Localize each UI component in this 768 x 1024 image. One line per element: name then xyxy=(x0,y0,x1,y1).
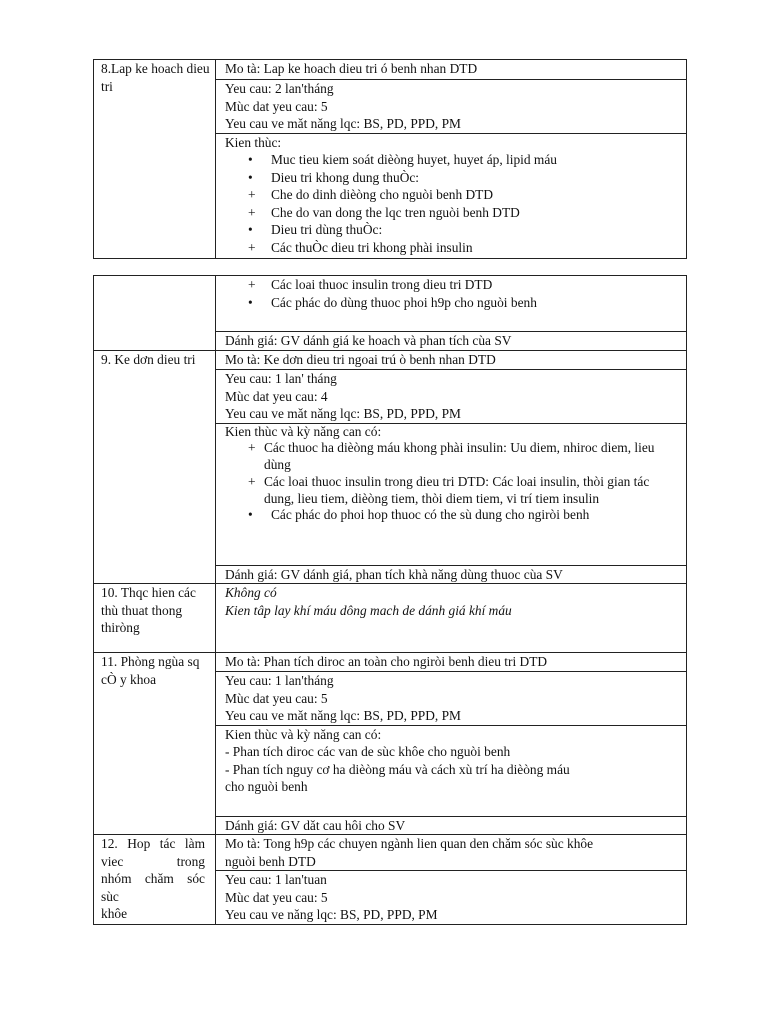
list-item-text: Các loai thuoc insulin trong dieu tri DTD: Các loai insulin, thòi gian tác dung, lieu tiem, dièòng tiem, thòi diem tiem, vi trí tiem insulin xyxy=(264,473,650,506)
list-item xyxy=(225,474,686,508)
row-9-title-text: 9. Ke dơn dieu tri xyxy=(101,352,196,367)
row-8-requirements-cell xyxy=(216,80,687,134)
row-8-continued-cell xyxy=(216,276,687,332)
row-9-knowledge-label: Kien thùc và kỳ nǎng can có: xyxy=(225,423,382,439)
row-9-knowledge-cell xyxy=(216,423,687,565)
row-10-line-1: Không có xyxy=(225,585,277,600)
row-12-req-2: Mùc dat yeu cau: 5 xyxy=(225,889,328,905)
row-9-requirements-cell xyxy=(216,370,687,424)
row-11-requirements-cell xyxy=(216,672,687,726)
list-item xyxy=(225,169,686,187)
list-item xyxy=(225,186,686,204)
list-item-text: Dieu tri dùng thuÒc: xyxy=(271,222,383,237)
list-item-text: Các phác do dùng thuoc phoi h9p cho nguòi benh xyxy=(271,294,537,310)
row-12-req-3: Yeu cau ve nǎng lqc: BS, PD, PPD, PM xyxy=(225,907,438,922)
row-11-line-3: cho nguòi benh xyxy=(225,779,308,794)
list-item xyxy=(225,239,686,257)
row-10-title xyxy=(94,584,216,653)
row-8-continued-title xyxy=(94,276,216,351)
row-11-description: Mo tà: Phan tích diroc an toàn cho ngiròi benh dieu tri DTD xyxy=(225,654,548,669)
bullet-marker: • xyxy=(248,222,253,237)
row-12-description-line-2: nguòi benh DTD xyxy=(225,853,316,869)
plus-marker: + xyxy=(248,204,256,220)
row-11-evaluation: Dánh giá: GV dǎt cau hôi cho SV xyxy=(225,817,406,833)
row-9-description: Mo tà: Ke dơn dieu tri ngoai trú ò benh nhan DTD xyxy=(225,352,496,367)
list-item xyxy=(225,294,686,312)
bullet-marker: • xyxy=(248,152,253,167)
list-item xyxy=(225,221,686,239)
plus-marker: + xyxy=(248,277,256,292)
row-11-line-2: - Phan tích nguy cơ ha dièòng máu và cách xù trí ha dièòng máu xyxy=(225,761,570,777)
row-12-title-line-5: khôe xyxy=(101,906,128,921)
list-item-text: Dieu tri khong dung thuÒc: xyxy=(271,169,420,185)
row-8-knowledge-cell xyxy=(216,133,687,259)
list-item-text: Các phác do phoi hop thuoc có the sù dung cho ngiròi benh xyxy=(271,507,590,523)
list-item-text: Muc tieu kiem soát dièòng huyet, huyet áp, lipid máu xyxy=(271,152,557,167)
list-item-text: Các loai thuoc insulin trong dieu tri DTD xyxy=(271,277,493,292)
row-12-title-line-2: viec trong xyxy=(101,853,205,869)
row-11-evaluation-cell xyxy=(216,816,687,835)
list-item xyxy=(225,440,686,474)
row-10-title-text: 10. Thqc hien các thù thuat thong thiròng xyxy=(101,585,196,635)
row-8-description-cell xyxy=(216,60,687,80)
row-9-req-2: Mùc dat yeu cau: 4 xyxy=(225,388,328,404)
row-9-description-cell xyxy=(216,351,687,370)
row-8-req-2: Mùc dat yeu cau: 5 xyxy=(225,98,328,114)
list-item xyxy=(225,204,686,222)
row-11-req-3: Yeu cau ve mǎt nǎng lqc: BS, PD, PPD, PM xyxy=(225,708,461,723)
competency-table-2 xyxy=(93,275,687,925)
row-11-req-1: Yeu cau: 1 lan'tháng xyxy=(225,673,334,688)
row-11-description-cell xyxy=(216,653,687,672)
plus-marker: + xyxy=(248,440,256,456)
row-12-description-line-1: Mo tà: Tong h9p các chuyen ngành lien quan den chǎm sóc sùc khôe xyxy=(225,836,594,851)
row-11-line-1: - Phan tích diroc các van de sùc khôe cho nguòi benh xyxy=(225,744,511,759)
row-12-title-line-4: sùc xyxy=(101,888,119,904)
row-8-evaluation: Dánh giá: GV dánh giá ke hoach và phan tích cùa SV xyxy=(225,333,512,348)
row-12-title-line-3: nhóm chǎm sóc xyxy=(101,871,205,886)
row-8-req-3: Yeu cau ve mǎt nǎng lqc: BS, PD, PPD, PM xyxy=(225,116,461,131)
bullet-marker: • xyxy=(248,169,253,185)
row-8-knowledge-label: Kien thùc: xyxy=(225,134,282,150)
row-8-req-1: Yeu cau: 2 lan'tháng xyxy=(225,81,334,96)
list-item-text: Các thuoc ha dièòng máu khong phài insulin: Uu diem, nhiroc diem, lieu dùng xyxy=(264,440,655,473)
row-9-title xyxy=(94,351,216,584)
list-item-text: Các thuÒc dieu tri khong phài insulin xyxy=(271,239,473,255)
row-12-requirements-cell xyxy=(216,871,687,925)
row-8-evaluation-cell xyxy=(216,332,687,351)
plus-marker: + xyxy=(248,473,256,489)
bullet-marker: • xyxy=(248,507,253,523)
row-12-title xyxy=(94,835,216,925)
row-11-title-text: 11. Phòng ngùa sq cÒ y khoa xyxy=(101,654,200,687)
row-12-title-line-1: 12. Hop tác làm xyxy=(101,836,205,851)
competency-table-1 xyxy=(93,59,687,259)
list-item-text: Che do van dong the lqc tren nguòi benh DTD xyxy=(271,204,520,220)
list-item xyxy=(225,151,686,169)
row-8-title-text: 8.Lap ke hoach dieu tri xyxy=(101,61,210,94)
list-item-text: Che do dinh dièòng cho nguòi benh DTD xyxy=(271,187,494,202)
row-11-knowledge-cell xyxy=(216,725,687,816)
row-9-req-1: Yeu cau: 1 lan' tháng xyxy=(225,371,337,386)
plus-marker: + xyxy=(248,239,256,255)
list-item xyxy=(225,507,686,524)
row-9-req-3: Yeu cau ve mǎt nǎng lqc: BS, PD, PPD, PM xyxy=(225,406,461,421)
row-9-evaluation: Dánh giá: GV dánh giá, phan tích khà nǎng dùng thuoc cùa SV xyxy=(225,566,563,582)
row-8-description: Mo tà: Lap ke hoach dieu tri ó benh nhan DTD xyxy=(225,61,478,76)
row-9-evaluation-cell xyxy=(216,565,687,584)
row-12-req-1: Yeu cau: 1 lan'tuan xyxy=(225,872,327,887)
row-10-content-cell xyxy=(216,584,687,653)
row-11-title xyxy=(94,653,216,835)
row-8-title xyxy=(94,60,216,259)
bullet-marker: • xyxy=(248,294,253,310)
plus-marker: + xyxy=(248,187,256,202)
row-10-line-2: Kien tâp lay khí máu dông mach de dánh giá khí máu xyxy=(225,602,512,618)
row-11-req-2: Mùc dat yeu cau: 5 xyxy=(225,690,328,706)
list-item xyxy=(225,276,686,294)
row-12-description-cell xyxy=(216,835,687,871)
row-11-knowledge-label: Kien thùc và kỳ nǎng can có: xyxy=(225,726,382,742)
